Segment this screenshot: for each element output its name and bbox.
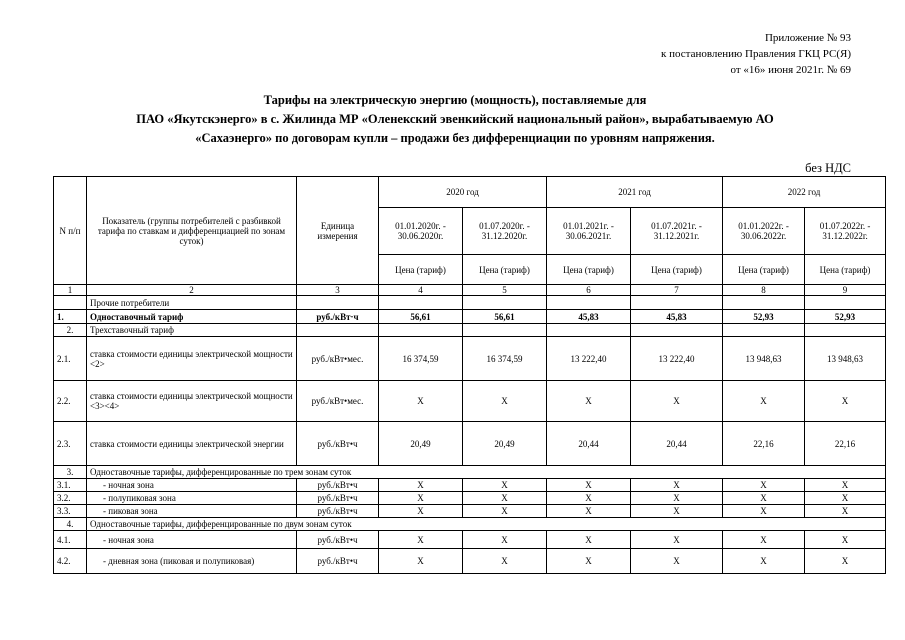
header-price: Цена (тариф) [463,255,547,285]
table-row [54,296,886,310]
row-value: 52,93 [805,310,886,324]
row-value: 20,44 [631,422,723,466]
col-number: 4 [379,285,463,296]
header-unit: Единица измерения [297,177,379,285]
header-price: Цена (тариф) [631,255,723,285]
appendix-line-2: к постановлению Правления ГКЦ РС(Я) [661,48,851,60]
row-unit: руб./кВт•ч [297,492,379,505]
row-name: - ночная зона [87,531,297,549]
row-value: X [723,531,805,549]
row-unit: руб./кВт•мес. [297,381,379,422]
row-unit: руб./кВт•ч [297,479,379,492]
table-row [54,466,886,479]
row-value: 13 222,40 [547,337,631,381]
table-row [54,518,886,531]
appendix-note [551,30,851,78]
row-value: X [805,505,886,518]
row-num: 2.1. [54,337,87,381]
col-number: 2 [87,285,297,296]
table-row [54,549,886,574]
table-row [54,505,886,518]
row-value: X [463,492,547,505]
col-number: 1 [54,285,87,296]
col-number: 7 [631,285,723,296]
row-num: 4.1. [54,531,87,549]
row-value: X [631,381,723,422]
row-value: 52,93 [723,310,805,324]
col-number: 5 [463,285,547,296]
header-year-2022: 2022 год [723,177,886,208]
header-period: 01.01.2022г. - 30.06.2022г. [723,208,805,255]
row-value: 16 374,59 [463,337,547,381]
table-row [54,492,886,505]
document-title [40,91,870,148]
row-name: - полупиковая зона [87,492,297,505]
appendix-line-1: Приложение № 93 [764,32,851,44]
col-number: 9 [805,285,886,296]
row-value: 13 948,63 [723,337,805,381]
header-period: 01.01.2021г. - 30.06.2021г. [547,208,631,255]
row-value: 13 948,63 [805,337,886,381]
row-num: 3.1. [54,479,87,492]
row-value: X [547,505,631,518]
table-row [54,381,886,422]
header-year-2020: 2020 год [379,177,547,208]
row-value: X [379,492,463,505]
header-period: 01.07.2022г. - 31.12.2022г. [805,208,886,255]
row-name: Прочие потребители [87,296,297,310]
row-name: ставка стоимости единицы электрической энергии [87,422,297,466]
row-value: X [805,531,886,549]
row-value: X [631,479,723,492]
row-value: 56,61 [379,310,463,324]
row-unit: руб./кВт•ч [297,549,379,574]
row-name: - ночная зона [87,479,297,492]
row-num: 2.2. [54,381,87,422]
row-value: 20,49 [463,422,547,466]
row-value: X [379,381,463,422]
row-value: X [631,492,723,505]
row-value: X [379,479,463,492]
row-name: Одноставочный тариф [87,310,297,324]
row-num: 3.3. [54,505,87,518]
row-value: 56,61 [463,310,547,324]
header-period: 01.07.2020г. - 31.12.2020г. [463,208,547,255]
table-row [54,422,886,466]
row-value: X [805,492,886,505]
row-value: X [463,549,547,574]
appendix-line-3: от «16» июня 2021г. № 69 [730,64,851,76]
row-name: Трехставочный тариф [87,324,297,337]
row-value: 16 374,59 [379,337,463,381]
row-num: 2.3. [54,422,87,466]
row-num: 1. [54,310,87,324]
header-year-2021: 2021 год [547,177,723,208]
row-name: - дневная зона (пиковая и полупиковая) [87,549,297,574]
row-value: X [631,549,723,574]
row-value: X [547,492,631,505]
row-value: X [379,531,463,549]
col-number: 6 [547,285,631,296]
row-value: X [723,381,805,422]
row-name: ставка стоимости единицы электрической мощности <2> [87,337,297,381]
table-row [54,324,886,337]
row-value: X [631,531,723,549]
table-row [54,310,886,324]
title-line-1: Тарифы на электрическую энергию (мощность), поставляемые для [263,93,647,107]
row-value: 20,44 [547,422,631,466]
table-row [54,479,886,492]
row-value: X [805,549,886,574]
row-unit: руб./кВт•ч [297,422,379,466]
row-value: X [723,549,805,574]
row-value: X [463,505,547,518]
header-period: 01.07.2021г. - 31.12.2021г. [631,208,723,255]
row-num: 3.2. [54,492,87,505]
row-value: X [547,549,631,574]
header-price: Цена (тариф) [547,255,631,285]
row-value: X [805,479,886,492]
row-name: Одноставочные тарифы, дифференцированные по трем зонам суток [87,466,886,479]
row-value: X [547,531,631,549]
header-period: 01.01.2020г. - 30.06.2020г. [379,208,463,255]
row-value: X [723,479,805,492]
row-unit: руб./кВт•ч [297,505,379,518]
row-value: 22,16 [805,422,886,466]
row-unit: руб./кВт•мес. [297,337,379,381]
row-value: X [379,549,463,574]
row-num: 4.2. [54,549,87,574]
row-name: - пиковая зона [87,505,297,518]
row-unit: руб./кВт·ч [297,310,379,324]
row-value: X [631,505,723,518]
row-value: X [463,531,547,549]
row-value: X [379,505,463,518]
tariff-table [53,176,886,574]
header-price: Цена (тариф) [805,255,886,285]
title-line-2: ПАО «Якутскэнерго» в с. Жилинда МР «Оленекский эвенкийский национальный район», вырабатываемую АО [136,112,774,126]
row-value: 22,16 [723,422,805,466]
row-value: X [723,492,805,505]
col-number: 3 [297,285,379,296]
row-num: 4. [54,518,87,531]
row-unit: руб./кВт•ч [297,531,379,549]
header-indicator: Показатель (группы потребителей с разбивкой тарифа по ставкам и дифференциацией по зонам суток) [87,177,297,285]
row-name: Одноставочные тарифы, дифференцированные по двум зонам суток [87,518,886,531]
col-number: 8 [723,285,805,296]
header-price: Цена (тариф) [379,255,463,285]
row-value: X [463,479,547,492]
row-num: 2. [54,324,87,337]
row-value: X [805,381,886,422]
table-row [54,337,886,381]
title-line-3: «Сахаэнерго» по договорам купли – продажи без дифференциации по уровням напряжения. [195,131,715,145]
vat-note: без НДС [805,161,851,175]
row-value: 20,49 [379,422,463,466]
row-value: X [463,381,547,422]
row-value: X [723,505,805,518]
row-value: X [547,381,631,422]
header-num: N п/п [54,177,87,285]
row-name: ставка стоимости единицы электрической мощности <3><4> [87,381,297,422]
row-value: X [547,479,631,492]
row-value: 45,83 [631,310,723,324]
row-num: 3. [54,466,87,479]
row-value: 45,83 [547,310,631,324]
header-price: Цена (тариф) [723,255,805,285]
table-row [54,531,886,549]
row-value: 13 222,40 [631,337,723,381]
